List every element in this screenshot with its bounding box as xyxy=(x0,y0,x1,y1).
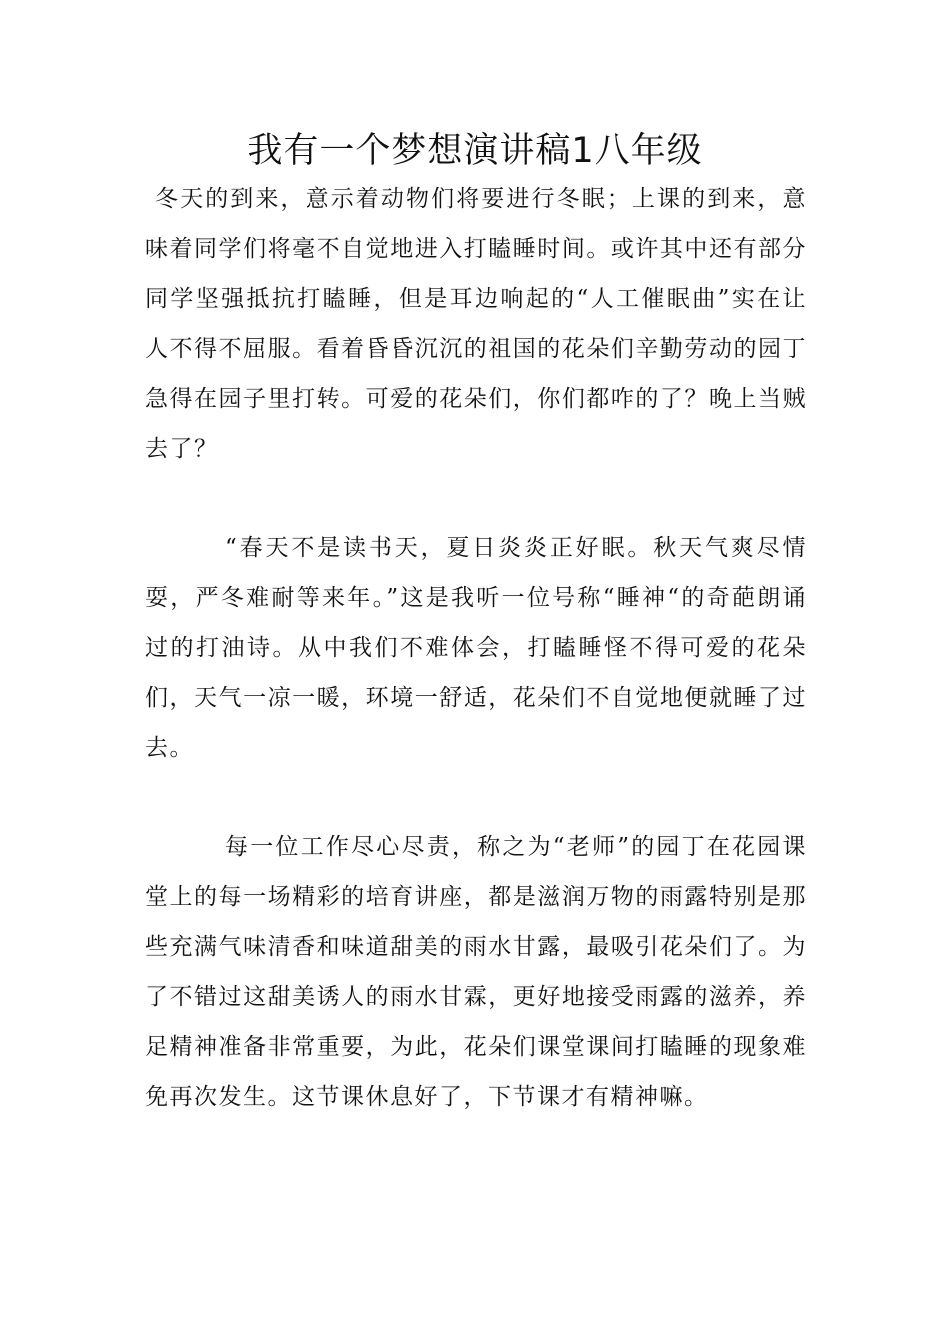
paragraph-1: 冬天的到来，意示着动物们将要进行冬眠；上课的到来，意味着同学们将毫不自觉地进入打瞌睡时间。或许其中还有部分同学坚强抵抗打瞌睡，但是耳边响起的“人工催眠曲”实在让人不得不屈服。看着昏昏沉沉的祖国的花朵们辛勤劳动的园丁急得在园子里打转。可爱的花朵们，你们都咋的了？晚上当贼去了？ xyxy=(145,186,807,462)
document-title: 我有一个梦想演讲稿1八年级 xyxy=(247,131,703,171)
paragraph-3: 每一位工作尽心尽责，称之为“老师”的园丁在花园课堂上的每一场精彩的培育讲座，都是滋润万物的雨露特别是那些充满气味清香和味道甜美的雨水甘露，最吸引花朵们了。为了不错过这甜美诱人的雨水甘霖，更好地接受雨露的滋养，养足精神准备非常重要，为此，花朵们课堂课间打瞌睡的现象难免再次发生。这节课休息好了，下节课才有精神嘛。 xyxy=(145,834,807,1110)
paragraph-2: “春天不是读书天，夏日炎炎正好眠。秋天气爽尽情耍，严冬难耐等来年。”这是我听一位号称“睡神“的奇葩朗诵过的打油诗。从中我们不难体会，打瞌睡怪不得可爱的花朵们，天气一凉一暖，环境一舒适，花朵们不自觉地便就睡了过去。 xyxy=(145,535,807,761)
